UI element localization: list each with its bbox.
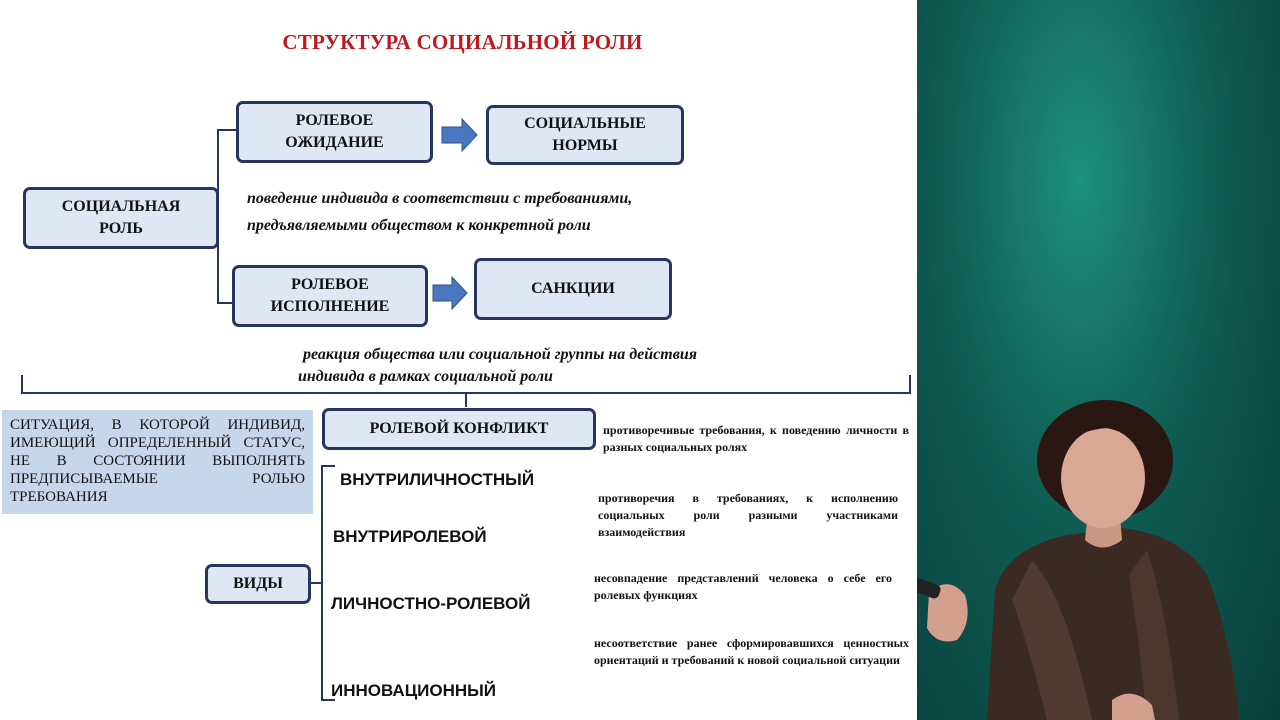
role-performance-box [232, 265, 428, 327]
arrow-icon [433, 277, 467, 309]
kind-label: ЛИЧНОСТНО-РОЛЕВОЙ [331, 594, 531, 613]
kind-label: ВНУТРИЛИЧНОСТНЫЙ [340, 470, 535, 489]
kind-description: несоответствие ранее сформировавшихся ценностных ориентаций и требований к новой социальной ситуации [594, 636, 909, 667]
role-performance-label: РОЛЕВОЕ ИСПОЛНЕНИЕ [270, 276, 390, 315]
arrow-icon [442, 119, 477, 151]
sanctions-label: САНКЦИИ [531, 280, 615, 297]
types-box [205, 564, 311, 604]
reaction-note-line-1: реакция общества или социальной группы на действия [303, 346, 697, 363]
kind-label: ИННОВАЦИОННЫЙ [331, 681, 496, 700]
role-conflict-box [322, 408, 596, 450]
social-norms-box [486, 105, 684, 165]
behavior-note-line-1: поведение индивида в соответствии с требованиями, [247, 190, 633, 207]
kind-label: ВНУТРИРОЛЕВОЙ [333, 527, 487, 546]
social-role-box [23, 187, 219, 249]
behavior-note-line-2: предъявляемыми обществом к конкретной роли [247, 217, 591, 234]
lecturer-video [917, 0, 1280, 720]
slide-title: СТРУКТУРА СОЦИАЛЬНОЙ РОЛИ [282, 30, 643, 54]
role-expectation-label: РОЛЕВОЕ ОЖИДАНИЕ [285, 112, 384, 151]
kind-description: противоречия в требованиях, к исполнению социальных роли разными участниками взаимодействия [598, 491, 898, 539]
lecturer-figure [917, 0, 1280, 720]
reaction-note [298, 342, 898, 390]
reaction-note-line-2: индивида в рамках социальной роли [298, 368, 553, 385]
types-label: ВИДЫ [233, 575, 283, 592]
conflict-definition: противоречивые требования, к поведению личности в разных социальных ролях [603, 423, 909, 454]
role-expectation-box [236, 101, 433, 163]
role-conflict-label: РОЛЕВОЙ КОНФЛИКТ [369, 420, 549, 437]
kind-description: несовпадение представлений человека о себе его ролевых функциях [594, 571, 892, 602]
sanctions-box [474, 258, 672, 320]
situation-note: СИТУАЦИЯ, В КОТОРОЙ ИНДИВИД, ИМЕЮЩИЙ ОПРЕДЕЛЕННЫЙ СТАТУС, НЕ В СОСТОЯНИИ ВЫПОЛНЯТЬ ПРЕДПИСЫВАЕМЫЕ РОЛЬЮ ТРЕБОВАНИЯ [2, 410, 313, 514]
social-role-label: СОЦИАЛЬНАЯ РОЛЬ [61, 198, 181, 237]
behavior-note [247, 185, 807, 239]
social-norms-label: СОЦИАЛЬНЫЕ НОРМЫ [524, 115, 646, 154]
